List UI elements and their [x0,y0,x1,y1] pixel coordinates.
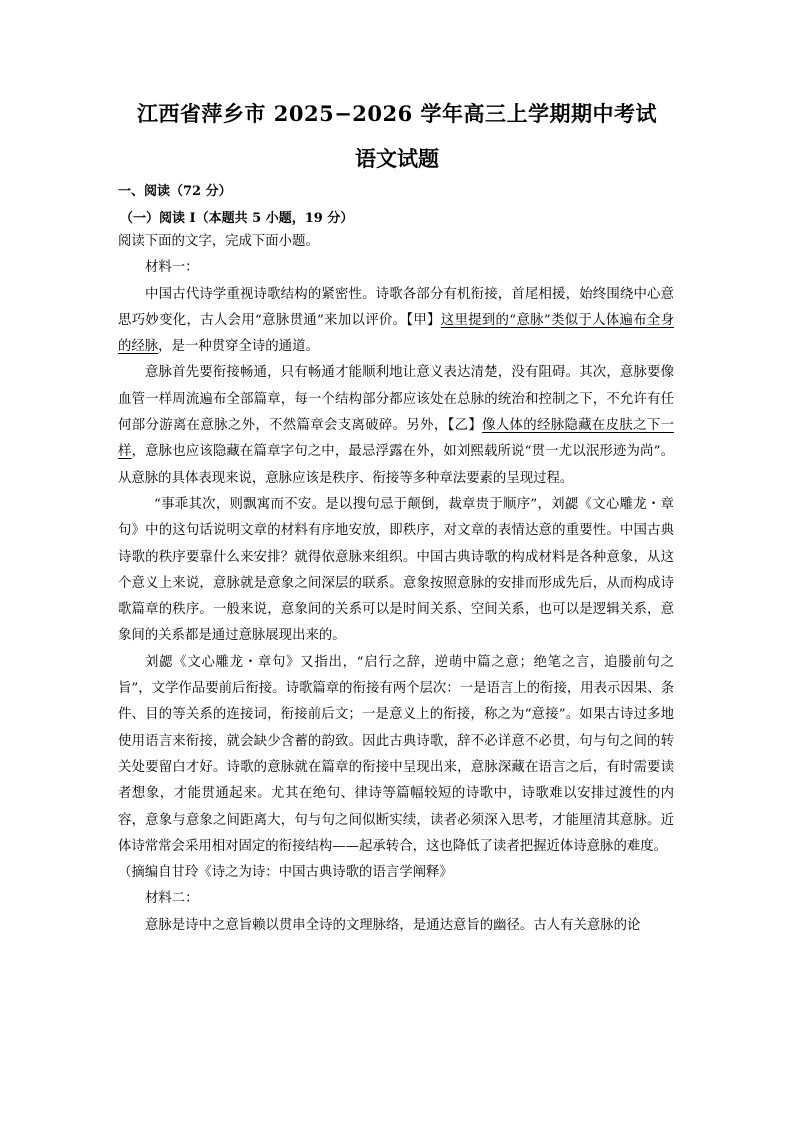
citation: （摘编自甘玲《诗之为诗：中国古典诗歌的语言学阐释》 [118,865,453,881]
paragraph-1-text-b: ，是一种贯穿全诗的通道。 [158,339,319,355]
material-one-label: 材料一： [145,260,199,276]
paragraph-3: “事乖其次，则飘寓而不安。是以搜句忌于颠倒，裁章贵于顺序”，刘勰《文心雕龙・章句》中的这句话说明文章的材料有序地安放，即秩序，对文章的表情达意的重要性。中国古典诗歌的秩序要靠什么来安排？就得依意脉来组织。中国古典诗歌的构成材料是各种意象，从这个意义上来说，意脉就是意象之间深层的联系。意象按照意脉的安排而形成先后，从而构成诗歌篇章的秩序。一般来说，意象间的关系可以是时间关系、空间关系，也可以是逻辑关系，意象间的关系都是通过意脉展现出来的。 [118,496,674,644]
exam-subject-title: 语文试题 [355,146,439,171]
paragraph-4: 刘勰《文心雕龙・章句》又指出，“启行之辞，逆萌中篇之意；绝笔之言，追媵前句之旨”，文学作品要前后衔接。诗歌篇章的衔接有两个层次：一是语言上的衔接，用表示因果、条件、目的等关系的连接词，衔接前后文；一是意义上的衔接，称之为“意接”。如果古诗过多地使用语言来衔接，就会缺少含蓄的韵致。因此古典诗歌，辞不必详意不必贯，句与句之间的转关处要留白才好。诗歌的意脉就在篇章的衔接中呈现出来，意脉深藏在语言之后，有时需要读者想象，才能贯通起来。尤其在绝句、律诗等篇幅较短的诗歌中，诗歌难以安排过渡性的内容，意象与意象之间距离大，句与句之间似断实续，读者必须深入思考，才能厘清其意脉。近体诗常常会采用相对固定的衔接结构——起承转合，这也降低了读者把握近体诗意脉的难度。 [118,654,674,854]
exam-title: 江西省萍乡市 2025−2026 学年高三上学期期中考试 [136,101,658,126]
section-heading-reading: 一、阅读（72 分） [118,184,232,199]
instruction-text: 阅读下面的文字，完成下面小题。 [118,234,319,249]
paragraph-5: 意脉是诗中之意旨赖以贯串全诗的文理脉络，是通达意旨的幽径。古人有关意脉的论 [145,917,641,933]
paragraph-2-text-b: ，意脉也应该隐藏在篇章字句之中，最忌浮露在外，如刘熙载所说“贯一尤以泯形迹为尚”。从意脉的具体表现来说，意脉应该是秩序、衔接等多种章法要素的呈现过程。 [118,444,674,486]
paragraph-2 [118,360,674,491]
underlined-sentence-jia: 这里提到的“意脉”类似于人体遍布全身的经脉 [118,312,674,355]
reading-passage [118,229,674,939]
paragraph-1 [118,282,674,361]
paragraph-2-text-a: 意脉首先要衔接畅通，只有畅通才能顺利地让意义表达清楚，没有阻碍。其次，意脉要像血管一样周流遍布全部篇章，每一个结构部分都应该处在总脉的统治和控制之下，不允许有任何部分游离在意脉之外，不然篇章会支离破碎。另外，【乙】 [118,365,674,434]
underlined-sentence-yi: 像人体的经脉隐藏在皮肤之下一样 [118,418,674,460]
paragraph-1-text-a: 中国古代诗学重视诗歌结构的紧密性。诗歌各部分有机衔接，首尾相援，始终围绕中心意思巧妙变化，古人会用“意脉贯通”来加以评价。【甲】 [118,286,674,328]
subsection-heading-reading-1: （一）阅读 I（本题共 5 小题，19 分） [120,211,354,226]
material-two-label: 材料二： [145,891,199,907]
